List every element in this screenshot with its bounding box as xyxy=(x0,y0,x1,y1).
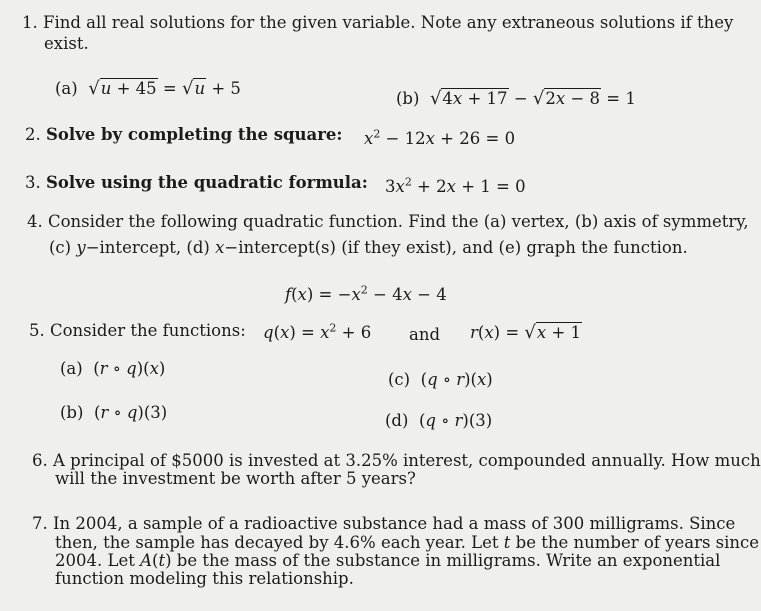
problem-3-number: 3. xyxy=(25,173,41,192)
problem-1b: (b) √4x + 17 − √2x − 8 = 1 xyxy=(396,88,636,109)
equation-4: $f(x) = -x^2 - 4x - 4$ xyxy=(285,283,447,304)
problem-1a-label: (a) xyxy=(55,79,78,98)
problem-7-text-line1: In 2004, a sample of a radioactive substance had a mass of 300 milligrams. Since xyxy=(53,514,736,533)
problem-1-text-line2: exist. xyxy=(44,34,89,53)
problem-7-number: 7. xyxy=(32,514,48,533)
problem-5-text: Consider the functions: xyxy=(50,321,246,340)
problem-2-number: 2. xyxy=(25,125,41,144)
problem-6-text-line2: will the investment be worth after 5 years? xyxy=(55,469,416,488)
problem-7-text-line2: then, the sample has decayed by 4.6% each year. Let t be the number of years since xyxy=(55,533,760,552)
problem-4 xyxy=(27,211,749,233)
problem-5d: (d) (q ∘ r)(3) xyxy=(385,411,493,430)
problem-5-number: 5. xyxy=(29,321,45,340)
problem-6-number: 6. xyxy=(32,451,48,470)
equation-1a: √u + 45 xyxy=(88,78,157,99)
problem-7-text-line3: 2004. Let A(t) be the mass of the substance in milligrams. Write an exponential xyxy=(55,551,721,570)
equation-5-r: r(x) = √x + 1 xyxy=(470,322,582,343)
problem-5b: (b) (r ∘ q)(3) xyxy=(60,403,168,422)
problem-1-text-line1: Find all real solutions for the given variable. Note any extraneous solutions if they xyxy=(43,13,734,32)
problem-4-number: 4. xyxy=(27,212,43,231)
equation-2: $x^2 - 12x + 26 = 0$ xyxy=(364,127,516,148)
problem-4-text-line1: Consider the following quadratic function. Find the (a) vertex, (b) axis of symmetry, xyxy=(48,212,749,231)
problem-3 xyxy=(25,172,368,194)
problem-1-number: 1. xyxy=(22,13,38,32)
problem-7-text-line4: function modeling this relationship. xyxy=(55,569,354,588)
equation-5-q: $q(x) = x^2 + 6$ xyxy=(263,321,372,342)
problem-2 xyxy=(25,124,343,146)
problem-1b-label: (b) xyxy=(396,89,420,108)
problem-3-text: Solve using the quadratic formula: xyxy=(46,173,368,192)
equation-3: $3x^2 + 2x + 1 = 0$ xyxy=(385,175,526,196)
problem-5c: (c) (q ∘ r)(x) xyxy=(388,370,493,389)
problem-5 xyxy=(29,320,246,342)
problem-5a: (a) (r ∘ q)(x) xyxy=(60,359,166,378)
problem-4-text-line2: (c) y−intercept, (d) x−intercept(s) (if they exist), and (e) graph the function. xyxy=(49,238,688,257)
problem-2-text: Solve by completing the square: xyxy=(46,125,343,144)
problem-6-text-line1: A principal of $5000 is invested at 3.25% interest, compounded annually. How much xyxy=(53,451,761,470)
problem-1 xyxy=(22,12,733,34)
problem-1a: (a) √u + 45 = √u + 5 xyxy=(55,78,241,99)
problem-5-and: and xyxy=(409,325,441,344)
equation-1b: √4x + 17 xyxy=(429,88,508,109)
